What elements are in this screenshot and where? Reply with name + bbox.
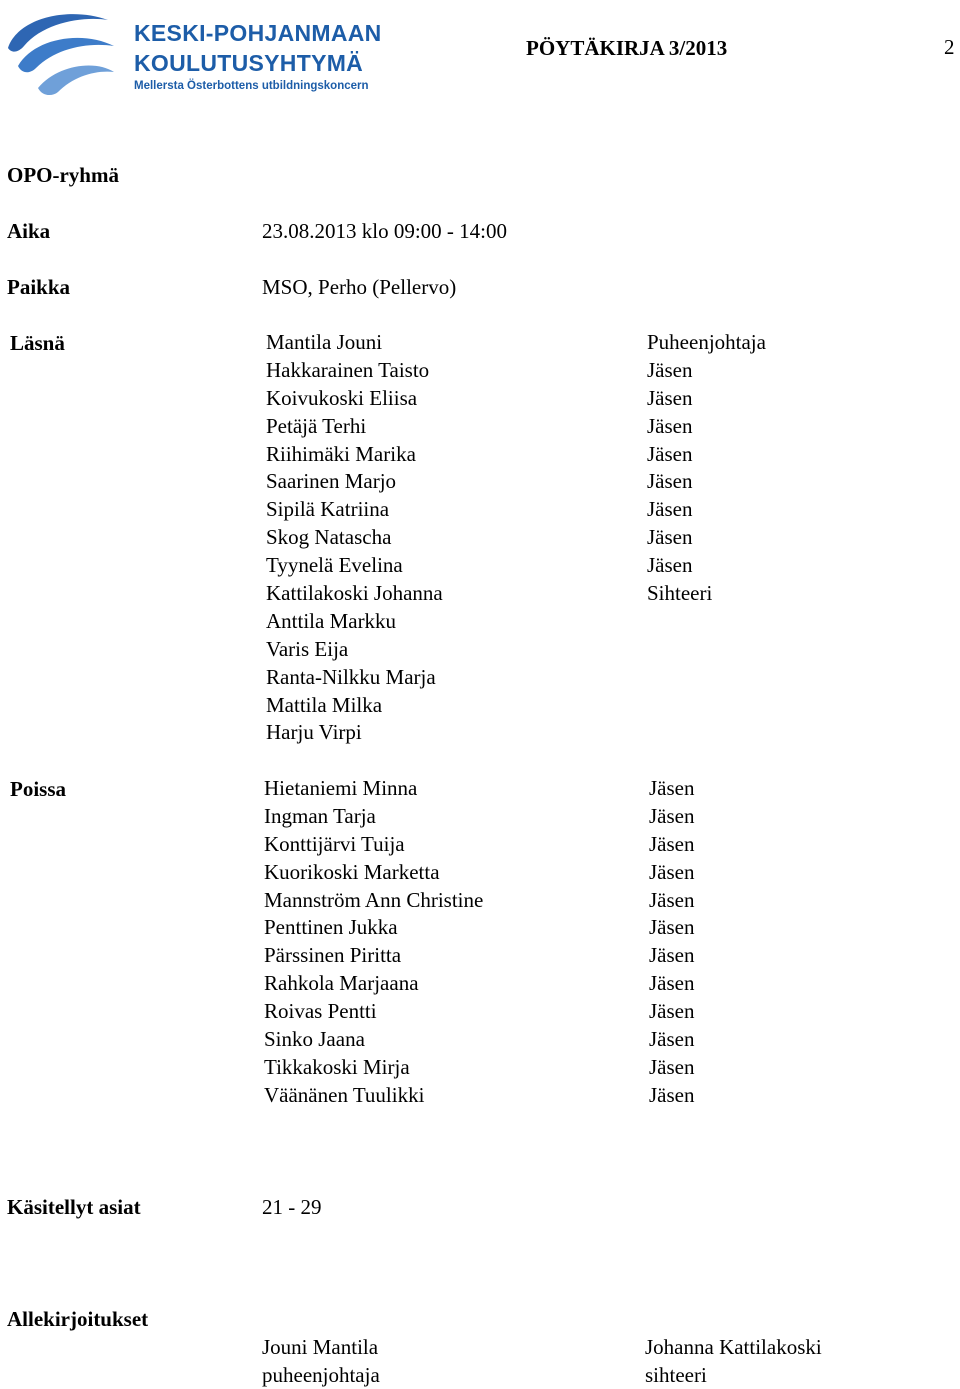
- handled-label: Käsitellyt asiat: [7, 1195, 141, 1219]
- secretary-signature-name: Johanna Kattilakoski: [645, 1335, 822, 1359]
- present-label: Läsnä: [10, 331, 65, 355]
- member-role: Jäsen: [649, 1082, 695, 1107]
- swoosh-logo-icon: [4, 4, 116, 98]
- member-role: Jäsen: [649, 803, 695, 828]
- place-label: Paikka: [7, 275, 71, 299]
- member-name: Konttijärvi Tuija: [264, 831, 405, 856]
- member-name: Ranta-Nilkku Marja: [266, 664, 436, 689]
- member-name: Tyynelä Evelina: [266, 553, 403, 578]
- member-role: Puheenjohtaja: [647, 330, 766, 354]
- secretary-signature-title: sihteeri: [645, 1363, 707, 1387]
- member-name: Rahkola Marjaana: [264, 971, 419, 996]
- member-role: Jäsen: [649, 776, 695, 800]
- member-role: [647, 719, 766, 747]
- member-name: Sipilä Katriina: [266, 497, 390, 522]
- member-role: Jäsen: [649, 915, 695, 940]
- absent-roles-list: [649, 775, 695, 1110]
- place-value: MSO, Perho (Pellervo): [262, 275, 457, 299]
- member-name: Koivukoski Eliisa: [266, 385, 418, 410]
- present-names-list: [266, 329, 443, 747]
- member-role: Jäsen: [647, 469, 693, 494]
- member-role: Jäsen: [647, 525, 693, 550]
- member-name: Riihimäki Marika: [266, 441, 416, 466]
- member-name: Harju Virpi: [266, 720, 362, 745]
- member-name: Ingman Tarja: [264, 803, 376, 828]
- org-name-line2: KOULUTUSYHTYMÄ: [134, 50, 364, 76]
- member-name: Saarinen Marjo: [266, 469, 397, 494]
- member-role: [647, 664, 766, 692]
- handled-value: 21 - 29: [262, 1195, 322, 1219]
- member-name: Kuorikoski Marketta: [264, 859, 440, 884]
- member-role: Jäsen: [649, 999, 695, 1024]
- absent-names-list: [264, 775, 483, 1110]
- member-name: Pärssinen Piritta: [264, 943, 402, 968]
- member-role: [647, 636, 766, 664]
- present-roles-list: [647, 329, 766, 747]
- time-value: 23.08.2013 klo 09:00 - 14:00: [262, 219, 507, 243]
- member-name: Skog Natascha: [266, 525, 392, 550]
- member-name: Mantila Jouni: [266, 330, 383, 354]
- time-label: Aika: [7, 219, 51, 243]
- member-name: Penttinen Jukka: [264, 915, 398, 940]
- member-name: Väänänen Tuulikki: [264, 1082, 425, 1107]
- member-role: Jäsen: [647, 497, 693, 522]
- member-name: Mannström Ann Christine: [264, 887, 484, 912]
- member-role: Jäsen: [649, 1027, 695, 1052]
- page-number: 2: [944, 35, 955, 59]
- org-name-line1: KESKI-POHJANMAAN: [134, 20, 382, 46]
- signatures-label: Allekirjoitukset: [7, 1307, 149, 1331]
- member-role: Jäsen: [649, 971, 695, 996]
- member-name: Hietaniemi Minna: [264, 776, 418, 800]
- org-name-swedish: Mellersta Österbottens utbildningskoncern: [134, 80, 369, 92]
- member-role: Jäsen: [647, 385, 693, 410]
- member-role: Jäsen: [647, 413, 693, 438]
- member-role: [647, 692, 766, 720]
- member-name: Anttila Markku: [266, 608, 397, 633]
- member-role: Jäsen: [647, 441, 693, 466]
- member-name: Hakkarainen Taisto: [266, 357, 430, 382]
- member-role: Jäsen: [647, 553, 693, 578]
- member-name: Mattila Milka: [266, 692, 383, 717]
- chair-signature-title: puheenjohtaja: [262, 1363, 380, 1387]
- member-role: Jäsen: [649, 943, 695, 968]
- absent-label: Poissa: [10, 777, 67, 801]
- member-role: Jäsen: [649, 887, 695, 912]
- member-role: Jäsen: [649, 859, 695, 884]
- member-name: Sinko Jaana: [264, 1027, 365, 1052]
- member-role: [647, 608, 766, 636]
- member-name: Varis Eija: [266, 636, 349, 661]
- member-role: Jäsen: [649, 831, 695, 856]
- member-name: Tikkakoski Mirja: [264, 1054, 410, 1079]
- document-title: PÖYTÄKIRJA 3/2013: [526, 36, 728, 60]
- member-name: Petäjä Terhi: [266, 413, 367, 438]
- member-role: Sihteeri: [647, 581, 713, 606]
- member-role: Jäsen: [649, 1054, 695, 1079]
- member-role: Jäsen: [647, 357, 693, 382]
- chair-signature-name: Jouni Mantila: [262, 1335, 379, 1359]
- member-name: Roivas Pentti: [264, 999, 377, 1024]
- member-name: Kattilakoski Johanna: [266, 581, 443, 606]
- meeting-title: OPO-ryhmä: [7, 163, 119, 187]
